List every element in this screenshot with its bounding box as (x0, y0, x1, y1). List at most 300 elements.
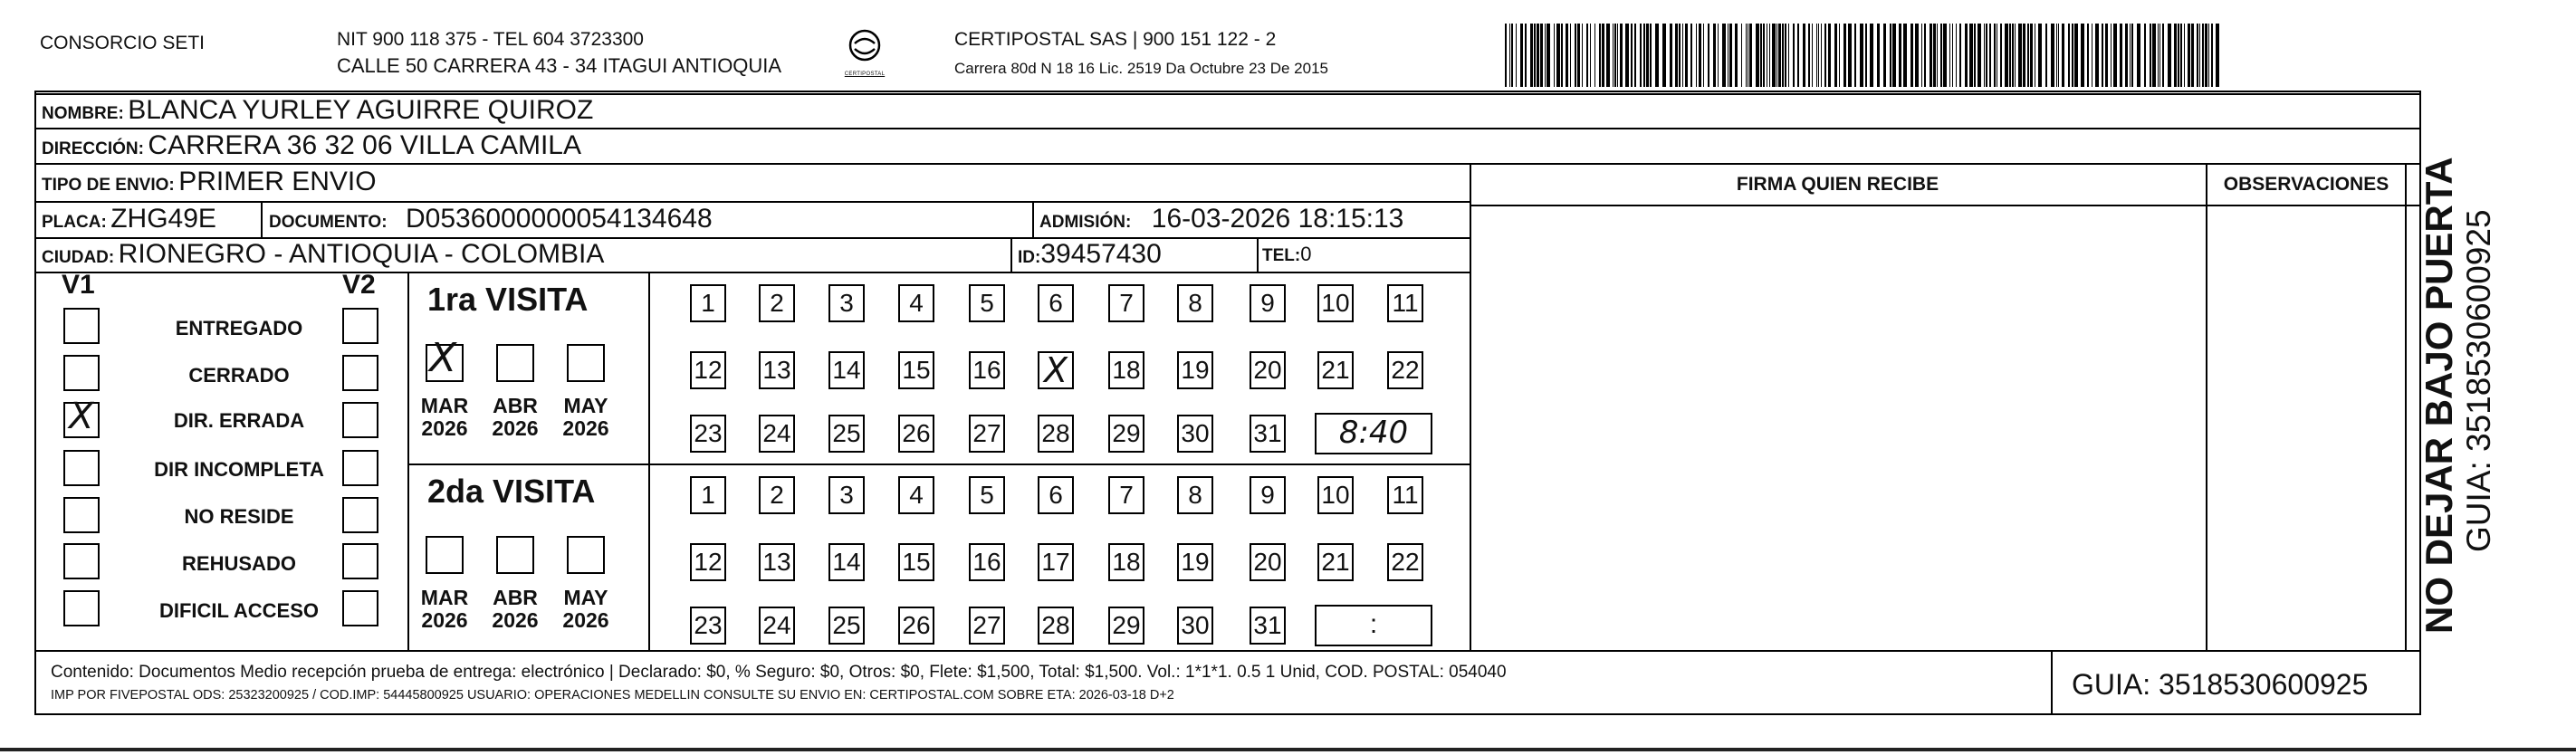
barcode-bar (2184, 24, 2185, 87)
logo-text: CERTIPOSTAL (844, 72, 886, 77)
footer-guia-sep (2051, 650, 2053, 715)
day-box[interactable]: 11 (1387, 476, 1423, 514)
barcode-bar (1848, 24, 1852, 87)
barcode-bar (2072, 24, 2073, 87)
day-box[interactable]: 23 (690, 607, 726, 645)
barcode-bar (2188, 24, 2190, 87)
day-box[interactable]: 22 (1387, 351, 1423, 389)
nombre-value: BLANCA YURLEY AGUIRRE QUIROZ (128, 95, 594, 125)
barcode-bar (1883, 24, 1886, 87)
barcode-bar (2120, 24, 2122, 87)
barcode-bar (1877, 24, 1880, 87)
barcode-bar (1828, 24, 1831, 87)
v1-checkbox[interactable] (63, 450, 100, 486)
barcode-bar (1556, 24, 1560, 87)
day-box[interactable]: 16 (969, 351, 1005, 389)
barcode-bar (1756, 24, 1759, 87)
day-box[interactable]: 11 (1387, 284, 1423, 322)
barcode-bar (1614, 24, 1616, 87)
footer-guia: GUIA: 3518530600925 (2072, 668, 2369, 701)
day-box[interactable]: 5 (969, 284, 1005, 322)
obs-right-border (2405, 163, 2407, 650)
barcode-bar (2030, 24, 2033, 87)
v1-checkbox[interactable] (63, 308, 100, 344)
barcode-bar (1728, 24, 1729, 87)
barcode-bar (1640, 24, 1642, 87)
nombre-label: NOMBRE: (42, 104, 124, 123)
barcode-bar (1915, 24, 1919, 87)
sender-nit: NIT 900 118 375 - TEL 604 3723300 (337, 29, 644, 50)
barcode-bar (1772, 24, 1776, 87)
month-checkbox[interactable] (496, 536, 534, 574)
day-box[interactable]: 31 (1250, 607, 1286, 645)
v1-checkbox[interactable] (63, 590, 100, 626)
barcode (1505, 24, 2229, 87)
barcode-bar (2062, 24, 2064, 87)
barcode-bar (1679, 24, 1681, 87)
day-box[interactable]: 1 (690, 476, 726, 514)
month-caption (559, 395, 613, 440)
barcode-bar (1520, 24, 1523, 87)
day-box[interactable]: 24 (759, 607, 795, 645)
month-caption (417, 587, 472, 632)
day-box[interactable]: 30 (1177, 415, 1213, 453)
day-box[interactable]: 12 (690, 351, 726, 389)
direccion-label: DIRECCIÓN: (42, 139, 144, 158)
tipo-label: TIPO DE ENVIO: (42, 176, 175, 195)
day-box[interactable]: 4 (898, 284, 934, 322)
day-box[interactable]: 6 (1038, 284, 1074, 322)
barcode-bar (1865, 24, 1867, 87)
day-box[interactable]: 26 (898, 415, 934, 453)
barcode-bar (1989, 24, 1991, 87)
tipo-row (42, 168, 377, 200)
barcode-bar (2158, 24, 2159, 87)
day-box[interactable]: 20 (1250, 543, 1286, 581)
status-label: ENTREGADO (175, 317, 303, 339)
year-label: 2026 (492, 608, 539, 632)
barcode-bar (2199, 24, 2200, 87)
id-field (1018, 241, 1162, 272)
visit-time-box[interactable]: 8:40 (1315, 413, 1432, 454)
side-warning: NO DEJAR BAJO PUERTA (2418, 157, 2460, 634)
v1-checkbox[interactable] (63, 497, 100, 533)
day-box[interactable]: 24 (759, 415, 795, 453)
barcode-bar (1570, 24, 1571, 87)
barcode-graphic (1505, 24, 2229, 87)
documento-label: DOCUMENTO: (269, 213, 388, 232)
barcode-bar (1534, 24, 1536, 87)
barcode-bar (1590, 24, 1591, 87)
barcode-bar (1943, 24, 1947, 87)
barcode-bar (2012, 24, 2014, 87)
day-box[interactable]: 15 (898, 351, 934, 389)
barcode-bar (1965, 24, 1968, 87)
nombre-row (42, 97, 593, 129)
barcode-bar (1586, 24, 1588, 87)
tel-value: 0 (1300, 243, 1312, 265)
barcode-bar (1812, 24, 1813, 87)
obs-left-border (2206, 163, 2207, 650)
day-box[interactable]: 18 (1108, 351, 1144, 389)
barcode-bar (1655, 24, 1659, 87)
day-box[interactable]: 31 (1250, 415, 1286, 453)
barcode-bar (2150, 24, 2151, 87)
ciudad-value: RIONEGRO - ANTIOQUIA - COLOMBIA (118, 239, 605, 269)
day-box[interactable]: 18 (1108, 543, 1144, 581)
firma-header: FIRMA QUIEN RECIBE (1736, 174, 1939, 195)
barcode-bar (1690, 24, 1692, 87)
side-panel (2418, 157, 2497, 634)
barcode-bar (1575, 24, 1576, 87)
barcode-bar (1741, 24, 1742, 87)
barcode-bar (1994, 24, 1996, 87)
month-label: MAR (420, 394, 469, 417)
barcode-bar (1537, 24, 1539, 87)
month-checkbox[interactable] (496, 344, 534, 382)
visit-time-box[interactable]: : (1315, 605, 1432, 646)
barcode-bar (1808, 24, 1810, 87)
barcode-bar (2208, 24, 2209, 87)
barcode-bar (2105, 24, 2108, 87)
barcode-bar (2174, 24, 2177, 87)
v1-label: V1 (62, 270, 95, 300)
barcode-bar (1620, 24, 1623, 87)
v1-checkbox[interactable] (63, 543, 100, 579)
placa-field (42, 205, 216, 237)
admision-value: 16-03-2026 18:15:13 (1151, 204, 1404, 234)
barcode-bar (2095, 24, 2099, 87)
v1-checkbox[interactable] (63, 355, 100, 391)
sig-header-line (1470, 205, 2421, 206)
barcode-bar (2068, 24, 2070, 87)
direccion-row (42, 132, 581, 164)
barcode-bar (2051, 24, 2054, 87)
sender-name: CONSORCIO SETI (40, 33, 206, 53)
id-label: ID: (1018, 248, 1041, 267)
day-box[interactable]: 2 (759, 284, 795, 322)
day-box-marked[interactable]: X (1038, 351, 1074, 389)
barcode-bar (1903, 24, 1907, 87)
barcode-bar (2111, 24, 2112, 87)
barcode-bar (2178, 24, 2179, 87)
barcode-bar (1735, 24, 1738, 87)
day-box[interactable]: 20 (1250, 351, 1286, 389)
day-box[interactable]: 10 (1317, 284, 1354, 322)
placa-label: PLACA: (42, 213, 107, 232)
barcode-bar (2130, 24, 2131, 87)
barcode-bar (2009, 24, 2011, 87)
row-line-3 (34, 201, 1470, 203)
tel-field (1262, 241, 1311, 271)
barcode-bar (2162, 24, 2164, 87)
barcode-bar (2074, 24, 2078, 87)
barcode-bar (1722, 24, 1726, 87)
status-label: DIR. ERRADA (173, 409, 305, 432)
day-box[interactable]: 8 (1177, 476, 1213, 514)
barcode-bar (2058, 24, 2059, 87)
barcode-bar (1843, 24, 1846, 87)
barcode-bar (1577, 24, 1580, 87)
day-box[interactable]: 21 (1317, 543, 1354, 581)
month-label: MAY (563, 394, 608, 417)
barcode-bar (1785, 24, 1786, 87)
barcode-bar (1763, 24, 1765, 87)
day-box[interactable]: 9 (1250, 476, 1286, 514)
tel-label: TEL: (1262, 246, 1301, 265)
day-box[interactable]: 14 (828, 543, 865, 581)
day-box[interactable]: 4 (898, 476, 934, 514)
barcode-bar (2000, 24, 2002, 87)
barcode-bar (1594, 24, 1595, 87)
barcode-bar (2144, 24, 2146, 87)
documento-field (269, 205, 713, 237)
barcode-bar (2131, 24, 2133, 87)
day-box[interactable]: 21 (1317, 351, 1354, 389)
month-label: MAR (420, 586, 469, 609)
ciudad-field (42, 241, 604, 272)
barcode-bar (1854, 24, 1856, 87)
barcode-bar (2087, 24, 2089, 87)
year-label: 2026 (492, 416, 539, 440)
day-box[interactable]: 16 (969, 543, 1005, 581)
barcode-bar (1924, 24, 1926, 87)
day-box[interactable]: 29 (1108, 607, 1144, 645)
barcode-bar (1769, 24, 1770, 87)
month-caption (488, 395, 542, 440)
day-box[interactable]: 1 (690, 284, 726, 322)
day-box[interactable]: 3 (828, 476, 865, 514)
paper-edge (0, 748, 2576, 751)
tipo-value: PRIMER ENVIO (178, 167, 377, 196)
barcode-bar (1662, 24, 1666, 87)
month-caption (417, 395, 472, 440)
admision-sep (1032, 201, 1034, 237)
barcode-bar (1525, 24, 1527, 87)
barcode-bar (1959, 24, 1961, 87)
barcode-bar (1566, 24, 1568, 87)
admision-field (1039, 205, 1403, 237)
observaciones-header: OBSERVACIONES (2223, 174, 2389, 195)
barcode-bar (1949, 24, 1950, 87)
barcode-bar (1797, 24, 1799, 87)
month-checkbox[interactable] (567, 536, 605, 574)
barcode-bar (1602, 24, 1604, 87)
month-label: MAY (563, 586, 608, 609)
barcode-bar (1682, 24, 1683, 87)
v2-label: V2 (342, 270, 376, 300)
barcode-bar (1788, 24, 1789, 87)
barcode-bar (1729, 24, 1732, 87)
day-box[interactable]: 25 (828, 607, 865, 645)
year-label: 2026 (562, 608, 609, 632)
barcode-bar (2125, 24, 2128, 87)
status-label: NO RESIDE (184, 505, 294, 528)
barcode-bar (1670, 24, 1672, 87)
barcode-bar (2015, 24, 2016, 87)
barcode-bar (1834, 24, 1837, 87)
barcode-bar (1921, 24, 1922, 87)
barcode-bar (1511, 24, 1513, 87)
barcode-bar (1545, 24, 1546, 87)
day-box[interactable]: 7 (1108, 476, 1144, 514)
barcode-bar (1937, 24, 1938, 87)
status-right-border (407, 272, 409, 650)
day-box[interactable]: 30 (1177, 607, 1213, 645)
barcode-bar (2005, 24, 2008, 87)
day-box[interactable]: 22 (1387, 543, 1423, 581)
day-box[interactable]: 27 (969, 607, 1005, 645)
day-box[interactable]: 23 (690, 415, 726, 453)
month-checkbox[interactable] (426, 536, 464, 574)
day-box[interactable]: 28 (1038, 607, 1074, 645)
barcode-bar (2023, 24, 2025, 87)
status-label: DIR INCOMPLETA (154, 458, 324, 481)
status-label: DIFICIL ACCESO (158, 599, 319, 622)
ciudad-label: CIUDAD: (42, 248, 115, 267)
barcode-bar (1718, 24, 1719, 87)
barcode-bar (2191, 24, 2194, 87)
barcode-bar (1675, 24, 1678, 87)
barcode-bar (1606, 24, 1610, 87)
barcode-bar (1818, 24, 1819, 87)
barcode-bar (1956, 24, 1957, 87)
barcode-bar (1509, 24, 1510, 87)
carrier-name: CERTIPOSTAL SAS | 900 151 122 - 2 (954, 29, 1277, 50)
barcode-bar (1860, 24, 1863, 87)
placa-value: ZHG49E (110, 204, 216, 234)
barcode-bar (1582, 24, 1583, 87)
barcode-bar (1617, 24, 1618, 87)
barcode-bar (2081, 24, 2084, 87)
barcode-bar (2202, 24, 2204, 87)
barcode-bar (1910, 24, 1913, 87)
visit-1-title: 1ra VISITA (427, 281, 589, 318)
barcode-bar (1631, 24, 1633, 87)
day-box[interactable]: 17 (1038, 543, 1074, 581)
barcode-bar (2211, 24, 2213, 87)
side-guia: GUIA: 3518530600925 (2460, 209, 2497, 552)
barcode-bar (1969, 24, 1973, 87)
certipostal-logo (838, 27, 891, 81)
barcode-bar (1839, 24, 1840, 87)
barcode-bar (1650, 24, 1652, 87)
day-box[interactable]: 15 (898, 543, 934, 581)
barcode-bar (1749, 24, 1752, 87)
barcode-bar (1776, 24, 1777, 87)
barcode-bar (1986, 24, 1987, 87)
barcode-bar (1974, 24, 1976, 87)
tel-sep (1257, 237, 1259, 272)
barcode-bar (1933, 24, 1936, 87)
barcode-bar (1899, 24, 1901, 87)
barcode-bar (2038, 24, 2042, 87)
day-box[interactable]: 2 (759, 476, 795, 514)
day-box[interactable]: 25 (828, 415, 865, 453)
admision-label: ADMISIÓN: (1039, 213, 1132, 232)
barcode-bar (2045, 24, 2047, 87)
barcode-bar (1892, 24, 1896, 87)
month-label: ABR (493, 394, 538, 417)
visit-2-title: 2da VISITA (427, 473, 596, 510)
v1-check-mark: X (69, 396, 94, 437)
day-box[interactable]: 13 (759, 543, 795, 581)
day-box[interactable]: 3 (828, 284, 865, 322)
barcode-bar (1713, 24, 1716, 87)
barcode-bar (2159, 24, 2160, 87)
barcode-bar (1703, 24, 1704, 87)
day-box[interactable]: 5 (969, 476, 1005, 514)
year-label: 2026 (421, 416, 468, 440)
barcode-bar (1760, 24, 1762, 87)
barcode-bar (1746, 24, 1747, 87)
barcode-bar (1952, 24, 1953, 87)
day-box[interactable]: 29 (1108, 415, 1144, 453)
status-label: CERRADO (188, 364, 290, 387)
id-value: 39457430 (1040, 239, 1162, 269)
year-label: 2026 (421, 608, 468, 632)
month-label: ABR (493, 586, 538, 609)
id-sep (1010, 237, 1012, 272)
footer-line (34, 650, 2421, 652)
barcode-bar (1561, 24, 1563, 87)
barcode-bar (2168, 24, 2171, 87)
day-box[interactable]: 14 (828, 351, 865, 389)
day-box[interactable]: 12 (690, 543, 726, 581)
day-box[interactable]: 19 (1177, 351, 1213, 389)
barcode-bar (1977, 24, 1981, 87)
barcode-bar (1940, 24, 1942, 87)
barcode-bar (2180, 24, 2182, 87)
day-box[interactable]: 9 (1250, 284, 1286, 322)
barcode-bar (1625, 24, 1629, 87)
barcode-bar (1984, 24, 1985, 87)
barcode-bar (1516, 24, 1517, 87)
barcode-bar (1821, 24, 1822, 87)
day-box[interactable]: 26 (898, 607, 934, 645)
barcode-bar (2216, 24, 2219, 87)
day-box[interactable]: 6 (1038, 476, 1074, 514)
barcode-bar (1646, 24, 1649, 87)
barcode-bar (1803, 24, 1805, 87)
day-box[interactable]: 8 (1177, 284, 1213, 322)
day-box[interactable]: 28 (1038, 415, 1074, 453)
barcode-bar (1613, 24, 1614, 87)
day-box[interactable]: 7 (1108, 284, 1144, 322)
visit-separator (407, 464, 1470, 465)
barcode-bar (1643, 24, 1645, 87)
barcode-bar (2113, 24, 2117, 87)
barcode-bar (1824, 24, 1826, 87)
barcode-bar (1793, 24, 1795, 87)
month-checkbox[interactable] (567, 344, 605, 382)
footer-imp: IMP POR FIVEPOSTAL ODS: 25323200925 / COD.IMP: 54445800925 USUARIO: OPERACIONES MEDELLIN CONSULTE SU ENVIO EN: CERTIPOSTAL.COM SOBRE ETA: 2026-03-18 D+2 (51, 688, 1174, 702)
direccion-value: CARRERA 36 32 06 VILLA CAMILA (148, 130, 581, 160)
barcode-bar (2137, 24, 2140, 87)
day-box[interactable]: 10 (1317, 476, 1354, 514)
day-box[interactable]: 27 (969, 415, 1005, 453)
documento-value: D0536000000054134648 (406, 204, 713, 234)
visit-days-border (648, 272, 650, 650)
barcode-bar (1634, 24, 1636, 87)
barcode-bar (2027, 24, 2029, 87)
barcode-bar (1505, 24, 1507, 87)
barcode-bar (1696, 24, 1697, 87)
logo-emblem-icon (838, 27, 891, 67)
barcode-bar (1547, 24, 1550, 87)
day-box[interactable]: 13 (759, 351, 795, 389)
day-box[interactable]: 19 (1177, 543, 1213, 581)
